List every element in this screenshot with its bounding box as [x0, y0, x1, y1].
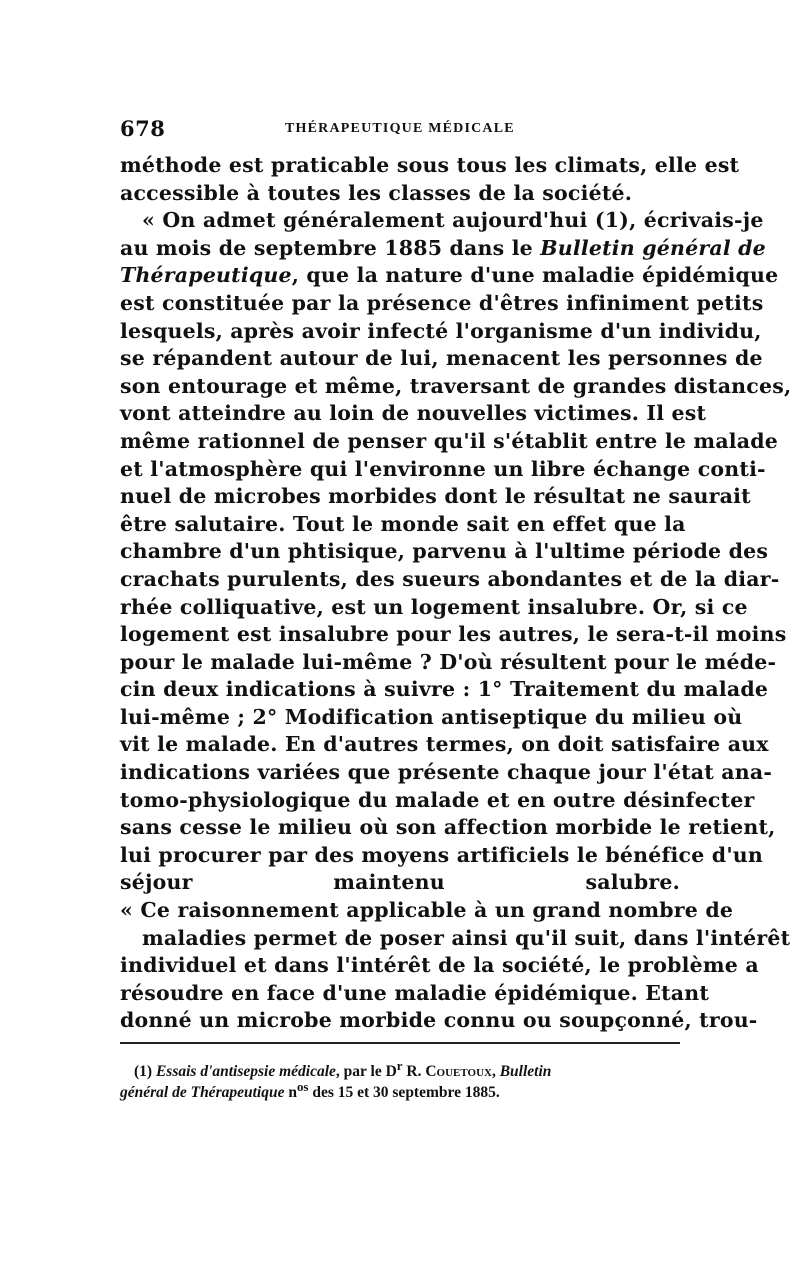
page-number: 678	[120, 116, 166, 141]
text-line: méthode est praticable sous tous les climats, elle est	[120, 153, 740, 177]
text-line: « Ce raisonnement applicable à un grand nombre de	[120, 898, 734, 923]
text-line: sans cesse le milieu où son affection morbide le retient,	[120, 815, 776, 840]
footnote-line	[120, 1076, 680, 1102]
text-line: vont atteindre au loin de nouvelles victimes. Il est	[120, 401, 707, 426]
text-line	[120, 262, 779, 290]
text-line: se répandent autour de lui, menacent les personnes de	[120, 346, 763, 371]
text-line: est constituée par la présence d'êtres infiniment petits	[120, 290, 764, 315]
text-line: tomo-physiologique du malade et en outre désinfecter	[120, 787, 755, 812]
text-line: chambre d'un phtisique, parvenu à l'ultime période des	[120, 539, 769, 564]
text-line: crachats purulents, des sueurs abondantes et de la diar-	[120, 566, 780, 591]
text-line: lui procurer par des moyens artificiels le bénéfice d'un	[120, 842, 764, 867]
footnote-line	[120, 1055, 680, 1081]
footnote-author: Couetoux	[425, 1063, 492, 1081]
footnote-sup: os	[296, 1079, 309, 1094]
footnote-journal: Bulletin	[499, 1063, 552, 1081]
text-line: séjour maintenu salubre.	[120, 870, 680, 895]
text-line: rhée colliquative, est un logement insalubre. Or, si ce	[120, 594, 748, 619]
footnote	[120, 1055, 680, 1102]
footnote-text: , par le D	[335, 1063, 397, 1081]
footnote-journal: général de Thérapeutique	[120, 1084, 285, 1102]
footnote-rule	[120, 1042, 680, 1044]
text-line: individuel et dans l'intérêt de la société, le problème a	[120, 953, 759, 978]
text-line: nuel de microbes morbides dont le résultat ne saurait	[120, 484, 751, 509]
text-line: être salutaire. Tout le monde sait en effet que la	[120, 511, 686, 536]
running-title: THÉRAPEUTIQUE MÉDICALE	[285, 121, 515, 136]
text-line: maladies permet de poser ainsi qu'il suit, dans l'intérêt	[142, 925, 791, 950]
footnote-text: n	[284, 1084, 297, 1102]
text-line: logement est insalubre pour les autres, le sera-t-il moins	[120, 622, 787, 647]
text-line: indications variées que présente chaque jour l'état ana-	[120, 760, 773, 785]
text-line: et l'atmosphère qui l'environne un libre échange conti-	[120, 456, 766, 481]
text-line: lesquels, après avoir infecté l'organisme d'un individu,	[120, 318, 762, 343]
journal-title-italic: Thérapeutique	[120, 263, 292, 288]
footnote-marker: (1)	[134, 1063, 153, 1081]
footnote-text: R.	[402, 1063, 426, 1081]
body-text	[120, 152, 792, 1063]
footnote-text: des 15 et 30 septembre 1885.	[308, 1084, 500, 1102]
text-line: même rationnel de penser qu'il s'établit entre le malade	[120, 428, 779, 453]
text-line	[120, 235, 766, 263]
text-line: son entourage et même, traversant de grandes distances,	[120, 373, 792, 398]
text-line: donné un microbe morbide connu ou soupçonné, trou-	[120, 1008, 758, 1033]
text-line: pour le malade lui-même ? D'où résultent pour le méde-	[120, 649, 777, 674]
text-line: résoudre en face d'une maladie épidémique. Etant	[120, 980, 709, 1005]
footnote-title: Essais d'antisepsie médicale	[155, 1063, 336, 1081]
journal-title-italic: Bulletin général de	[540, 235, 766, 260]
text-line: cin deux indications à suivre : 1° Traitement du malade	[120, 677, 769, 702]
text-line: lui-même ; 2° Modification antiseptique du milieu où	[120, 704, 743, 729]
footnote-sup: r	[396, 1058, 403, 1073]
text-run: au mois de septembre 1885 dans le	[120, 235, 541, 260]
text-line: vit le malade. En d'autres termes, on doit satisfaire aux	[120, 732, 769, 757]
text-line: accessible à toutes les classes de la société.	[120, 180, 633, 205]
running-head	[120, 116, 680, 142]
text-run: , que la nature d'une maladie épidémique	[291, 263, 779, 288]
text-line: « On admet généralement aujourd'hui (1), écrivais-je	[142, 208, 764, 233]
footnote-text: ,	[491, 1063, 500, 1081]
